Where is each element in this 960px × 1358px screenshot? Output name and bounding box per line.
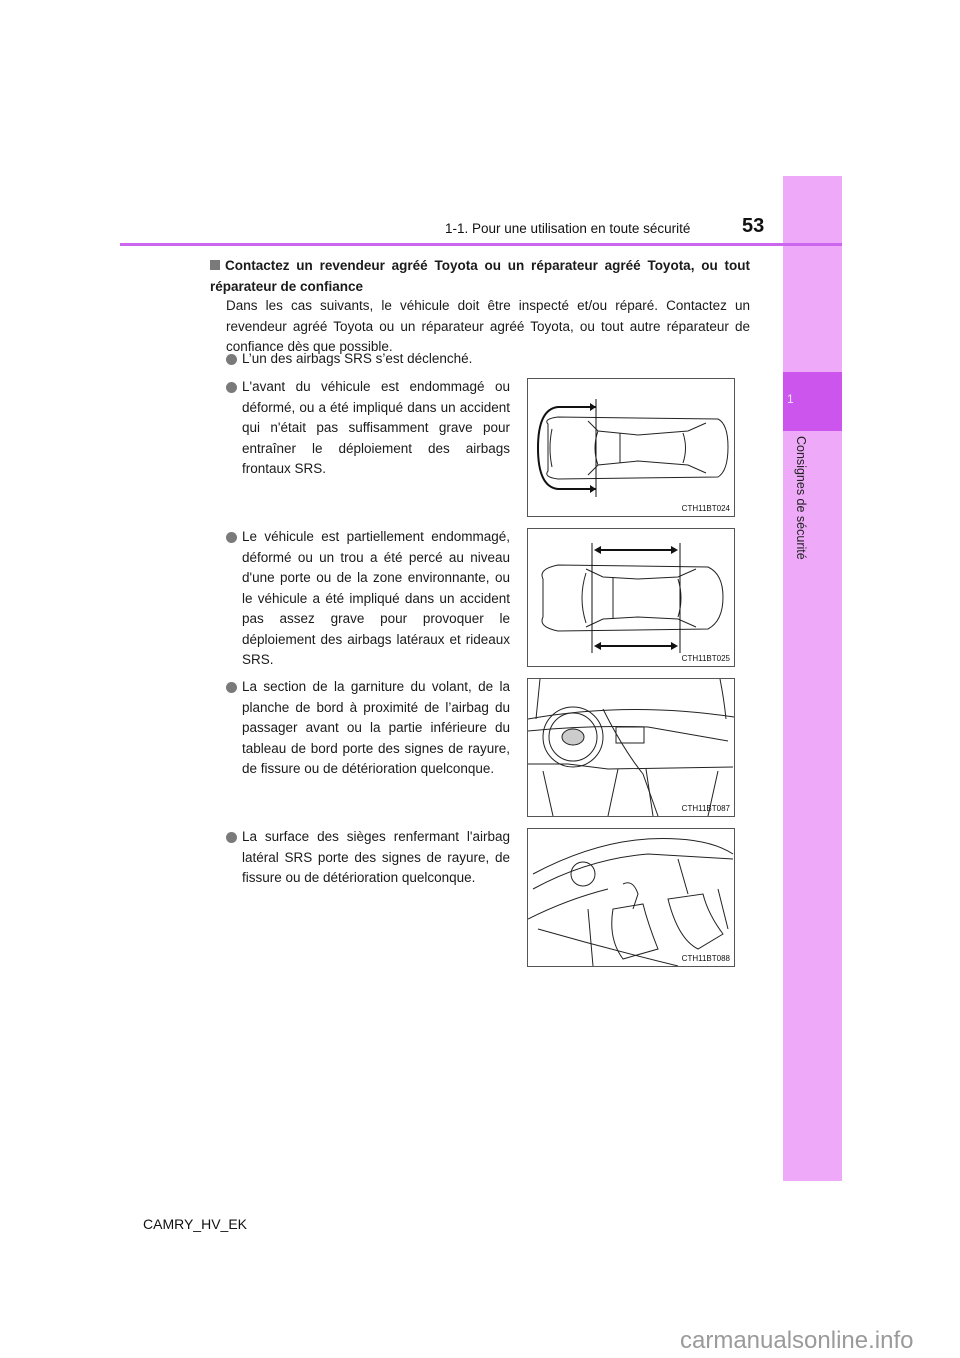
page-number: 53 <box>742 215 765 237</box>
figure-dashboard <box>527 678 735 817</box>
figure-caption: CTH11BT088 <box>681 954 730 963</box>
chapter-number: 1 <box>787 392 794 406</box>
watermark: carmanualsonline.info <box>680 1327 914 1354</box>
square-bullet-icon <box>210 260 220 270</box>
running-header: 1-1. Pour une utilisation en toute sécurité <box>445 221 691 236</box>
figure-side-damage <box>527 528 735 667</box>
interior-seats-icon <box>528 829 734 966</box>
bullet-dot-icon <box>226 354 237 365</box>
bullet-item: La surface des sièges renfermant l'airbag latéral SRS porte des signes de rayure, de fissure ou de détérioration quelconque. <box>242 827 510 889</box>
bullet-dot-icon <box>226 532 237 543</box>
chapter-tab[interactable] <box>783 372 842 431</box>
bullet-item: L’un des airbags SRS s’est déclenché. <box>242 349 742 370</box>
car-top-view-icon <box>528 379 734 516</box>
figure-front-damage <box>527 378 735 517</box>
figure-caption: CTH11BT087 <box>681 804 730 813</box>
chapter-label: Consignes de sécurité <box>794 436 808 560</box>
bullet-dot-icon <box>226 832 237 843</box>
bullet-dot-icon <box>226 382 237 393</box>
figure-caption: CTH11BT024 <box>681 504 730 513</box>
figure-caption: CTH11BT025 <box>681 654 730 663</box>
dashboard-icon <box>528 679 734 816</box>
car-top-view-icon <box>528 529 734 666</box>
bullet-item: L'avant du véhicule est endommagé ou déformé, ou a été impliqué dans un accident qui n'était pas suffisamment grave pour entraîner le déploiement des airbags frontaux SRS. <box>242 377 510 480</box>
bullet-item: Le véhicule est partiellement endommagé, déformé ou un trou a été percé au niveau d'une porte ou de la zone environnante, ou le véhicule a été impliqué dans un accident pas assez grave pour provoquer le déploiement des airbags latéraux et rideaux SRS. <box>242 527 510 671</box>
bullet-dot-icon <box>226 682 237 693</box>
intro-paragraph: Dans les cas suivants, le véhicule doit être inspecté et/ou réparé. Contactez un revendeur agréé Toyota ou un réparateur agréé Toyota, ou tout autre réparateur de confiance dès que possible. <box>226 298 750 354</box>
model-code: CAMRY_HV_EK <box>143 1216 248 1232</box>
section-heading: Contactez un revendeur agréé Toyota ou un réparateur agréé Toyota, ou tout réparateur de confiance <box>210 258 750 294</box>
figure-seats <box>527 828 735 967</box>
header-divider <box>120 243 842 246</box>
chapter-sidebar <box>783 176 842 1181</box>
bullet-item: La section de la garniture du volant, de la planche de bord à proximité de l’airbag du passager avant ou la partie inférieure du tableau de bord porte des signes de rayure, de fissure ou de détérioration quelconque. <box>242 677 510 780</box>
